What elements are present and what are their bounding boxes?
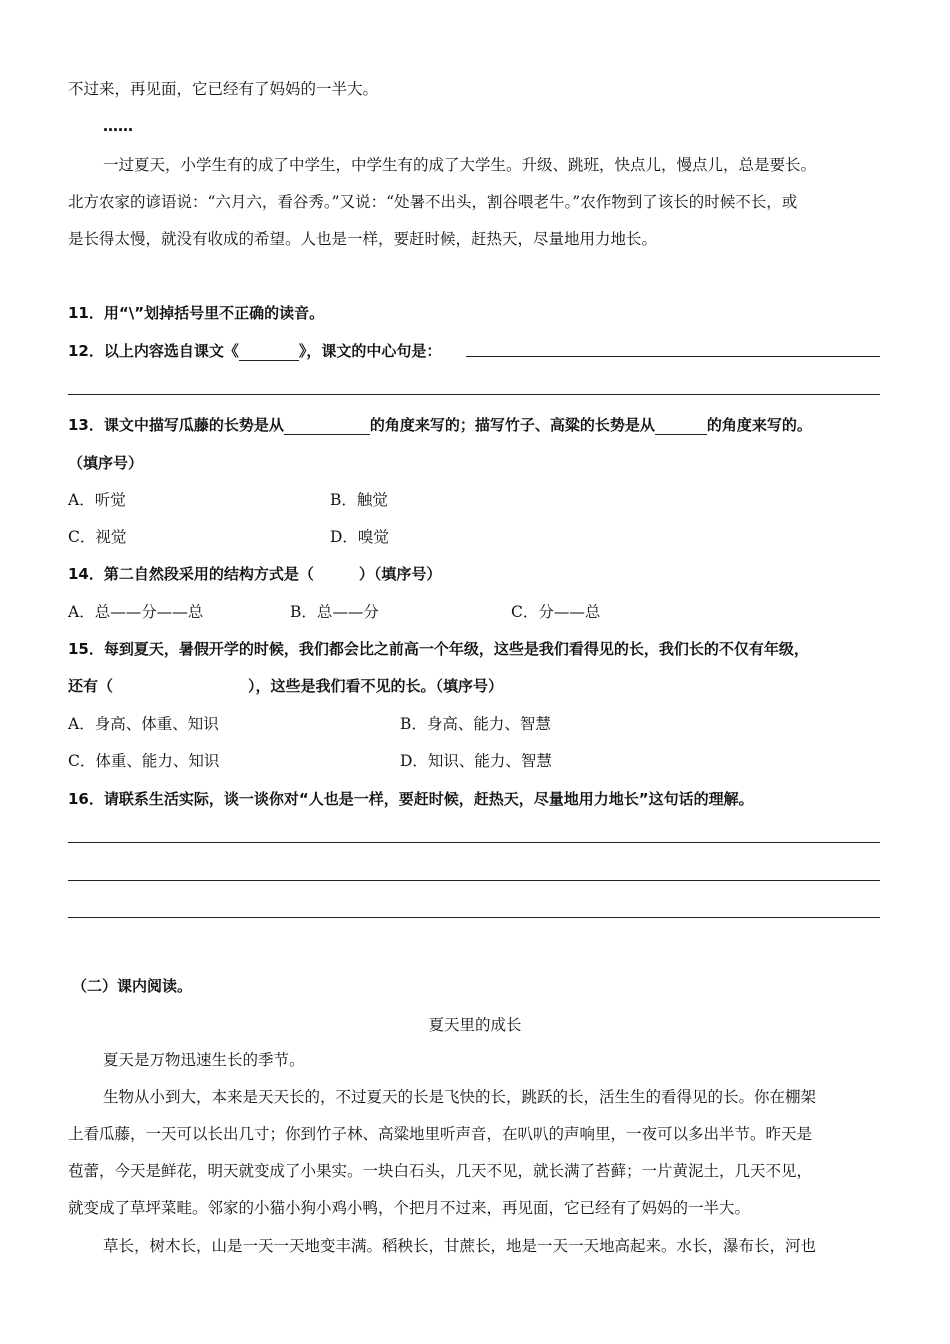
question-13	[68, 415, 812, 435]
option-b[interactable]: B．身高、能力、智慧	[400, 715, 551, 733]
passage-line: 草长，树木长，山是一天一天地变丰满。稻秧长，甘蔗长，地是一天一天地高起来。水长，瀑布长，河也	[103, 1237, 817, 1255]
question-12	[68, 341, 441, 361]
passage-line: 一过夏天，小学生有的成了中学生，中学生有的成了大学生。升级、跳班，快点儿，慢点儿，总是要长。	[103, 156, 817, 174]
ellipsis: ……	[103, 117, 133, 135]
option-c[interactable]: C．视觉	[68, 528, 127, 546]
question-14: 14．第二自然段采用的结构方式是（ ）（填序号）	[68, 565, 442, 583]
section-heading: （二）课内阅读。	[72, 977, 193, 995]
question-11: 11．用“\”划掉括号里不正确的读音。	[68, 304, 325, 322]
option-c[interactable]: C．体重、能力、知识	[68, 752, 220, 770]
answer-line[interactable]	[68, 880, 880, 881]
question-13-prefix: 13．课文中描写瓜藤的长势是从	[68, 416, 284, 434]
question-13-suffix: 的角度来写的。	[706, 416, 812, 434]
passage-line: 苞蕾，今天是鲜花，明天就变成了小果实。一块白石头，几天不见，就长满了苔藓；一片黄泥土，几天不见，	[68, 1162, 813, 1180]
question-12-prefix: 12．以上内容选自课文《	[68, 342, 239, 360]
answer-line[interactable]	[68, 917, 880, 918]
answer-line[interactable]	[466, 356, 880, 357]
passage-line: 上看瓜藤，一天可以长出几寸；你到竹子林、高粱地里听声音，在叭叭的声响里，一夜可以多出半节。昨天是	[68, 1125, 813, 1143]
passage-line: 就变成了草坪菜畦。邻家的小猫小狗小鸡小鸭，个把月不过来，再见面，它已经有了妈妈的一半大。	[68, 1199, 751, 1217]
question-15: 15．每到夏天，暑假开学的时候，我们都会比之前高一个年级，这些是我们看得见的长，我们长的不仅有年级，	[68, 640, 809, 658]
option-d[interactable]: D．嗅觉	[330, 528, 389, 546]
question-16: 16．请联系生活实际，谈一谈你对“人也是一样，要赶时候，赶热天，尽量地用力地长”这句话的理解。	[68, 790, 754, 808]
option-a[interactable]: A．听觉	[68, 491, 126, 509]
option-d[interactable]: D．知识、能力、智慧	[400, 752, 552, 770]
option-b[interactable]: B．触觉	[330, 491, 388, 509]
question-15-line2: 还有（ ），这些是我们看不见的长。（填序号）	[68, 677, 504, 695]
passage-line: 生物从小到大，本来是天天长的，不过夏天的长是飞快的长，跳跃的长，活生生的看得见的长。你在棚架	[103, 1088, 817, 1106]
passage-line: 北方农家的谚语说：“六月六，看谷秀。”又说：“处暑不出头，割谷喂老牛。”农作物到了该长的时候不长，或	[68, 193, 798, 211]
option-a[interactable]: A．总——分——总	[68, 603, 204, 621]
answer-blank-2[interactable]	[655, 418, 707, 435]
option-a[interactable]: A．身高、体重、知识	[68, 715, 219, 733]
passage-line: 是长得太慢，就没有收成的希望。人也是一样，要赶时候，赶热天，尽量地用力地长。	[68, 230, 658, 248]
answer-blank-title[interactable]	[239, 344, 299, 361]
question-13-note: （填序号）	[68, 454, 144, 472]
answer-line[interactable]	[68, 394, 880, 395]
answer-blank-1[interactable]	[284, 418, 370, 435]
answer-line[interactable]	[68, 842, 880, 843]
passage-line: 夏天是万物迅速生长的季节。	[103, 1051, 305, 1069]
question-13-mid: 的角度来写的；描写竹子、高粱的长势是从	[369, 416, 655, 434]
question-12-mid: 》，课文的中心句是：	[298, 342, 442, 360]
option-b[interactable]: B．总——分	[290, 603, 379, 621]
passage-line: 不过来，再见面，它已经有了妈妈的一半大。	[68, 80, 379, 98]
option-c[interactable]: C．分——总	[511, 603, 601, 621]
passage-title: 夏天里的成长	[428, 1016, 522, 1034]
